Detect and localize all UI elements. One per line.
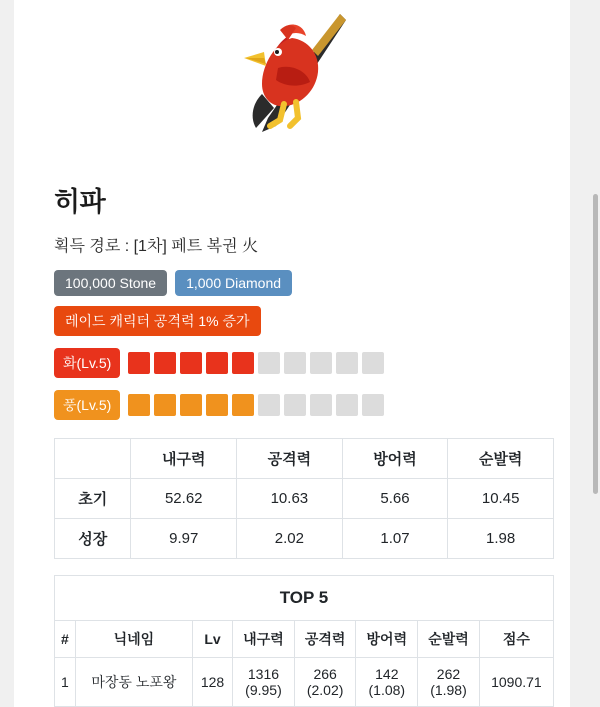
pip [362,352,384,374]
effect-badge-row [54,306,556,336]
element-pips-wind [128,394,384,416]
value-sub: (1.08) [368,682,406,698]
pip [180,394,202,416]
raid-effect-badge: 레이드 캐릭터 공격력 1% 증가 [54,306,261,336]
pip [128,394,150,416]
pip [180,352,202,374]
top5-header-agility: 순발력 [418,621,480,658]
element-label-wind: 풍(Lv.5) [54,390,120,420]
top5-header-level: Lv [192,621,232,658]
pip [284,394,306,416]
pip [232,394,254,416]
stats-cell: 1.98 [448,519,554,559]
value-sub: (9.95) [245,682,282,698]
pip [128,352,150,374]
top5-cell-level: 128 [192,658,232,707]
top5-header-defense: 방어력 [356,621,418,658]
table-header-row [55,621,554,658]
page-scrollbar[interactable] [593,194,598,494]
value: 262 [436,666,461,682]
pip [154,352,176,374]
stone-price-badge: 100,000 Stone [54,270,167,296]
table-row [55,479,554,519]
top5-cell-durability [233,658,295,707]
pip [232,352,254,374]
pet-detail-card [14,0,570,707]
element-pips-fire [128,352,384,374]
pip [336,394,358,416]
value-sub: (2.02) [306,682,344,698]
top5-cell-agility [418,658,480,707]
top5-header-attack: 공격력 [294,621,356,658]
page-title: 히파 [54,187,106,217]
stats-header-agility: 순발력 [448,439,554,479]
element-row-wind [54,390,556,420]
stats-table [54,438,554,559]
value-sub: (1.98) [430,682,467,698]
top5-cell-nickname: 마장동 노포왕 [75,658,192,707]
top5-cell-rank: 1 [55,658,76,707]
stats-cell: 10.63 [237,479,343,519]
stats-row-label-growth: 성장 [55,519,131,559]
top5-cell-defense [356,658,418,707]
top5-caption: TOP 5 [55,576,554,621]
pip [310,394,332,416]
top5-header-nickname: 닉네임 [75,621,192,658]
acquisition-path: 획득 경로 : [1차] 페트 복권 火 [54,238,259,255]
pip [258,394,280,416]
stats-cell: 9.97 [131,519,237,559]
stats-cell: 10.45 [448,479,554,519]
stats-header-defense: 방어력 [342,439,448,479]
table-row [55,519,554,559]
top5-caption-row [55,576,554,621]
stats-row-label-initial: 초기 [55,479,131,519]
pip [206,352,228,374]
table-row [55,658,554,707]
top5-header-score: 점수 [479,621,553,658]
value: 142 [375,666,399,682]
table-header-row [55,439,554,479]
pip [336,352,358,374]
stats-header-durability: 내구력 [131,439,237,479]
diamond-price-badge: 1,000 Diamond [175,270,292,296]
pip [258,352,280,374]
top5-table [54,575,554,707]
top5-header-durability: 내구력 [233,621,295,658]
pip [154,394,176,416]
top5-header-rank: # [55,621,76,658]
pip [362,394,384,416]
currency-badges [54,270,556,296]
top5-cell-score: 1090.71 [479,658,553,707]
top5-cell-attack [294,658,356,707]
value: 1316 [247,666,280,682]
pip [206,394,228,416]
stats-cell: 1.07 [342,519,448,559]
stats-header-blank [55,439,131,479]
value: 266 [313,666,337,682]
stats-cell: 5.66 [342,479,448,519]
stats-cell: 2.02 [237,519,343,559]
sprite-container [28,0,556,160]
phoenix-bird-sprite [222,8,362,148]
pip [284,352,306,374]
stats-header-attack: 공격력 [237,439,343,479]
element-label-fire: 화(Lv.5) [54,348,120,378]
stats-cell: 52.62 [131,479,237,519]
element-row-fire [54,348,556,378]
pip [310,352,332,374]
